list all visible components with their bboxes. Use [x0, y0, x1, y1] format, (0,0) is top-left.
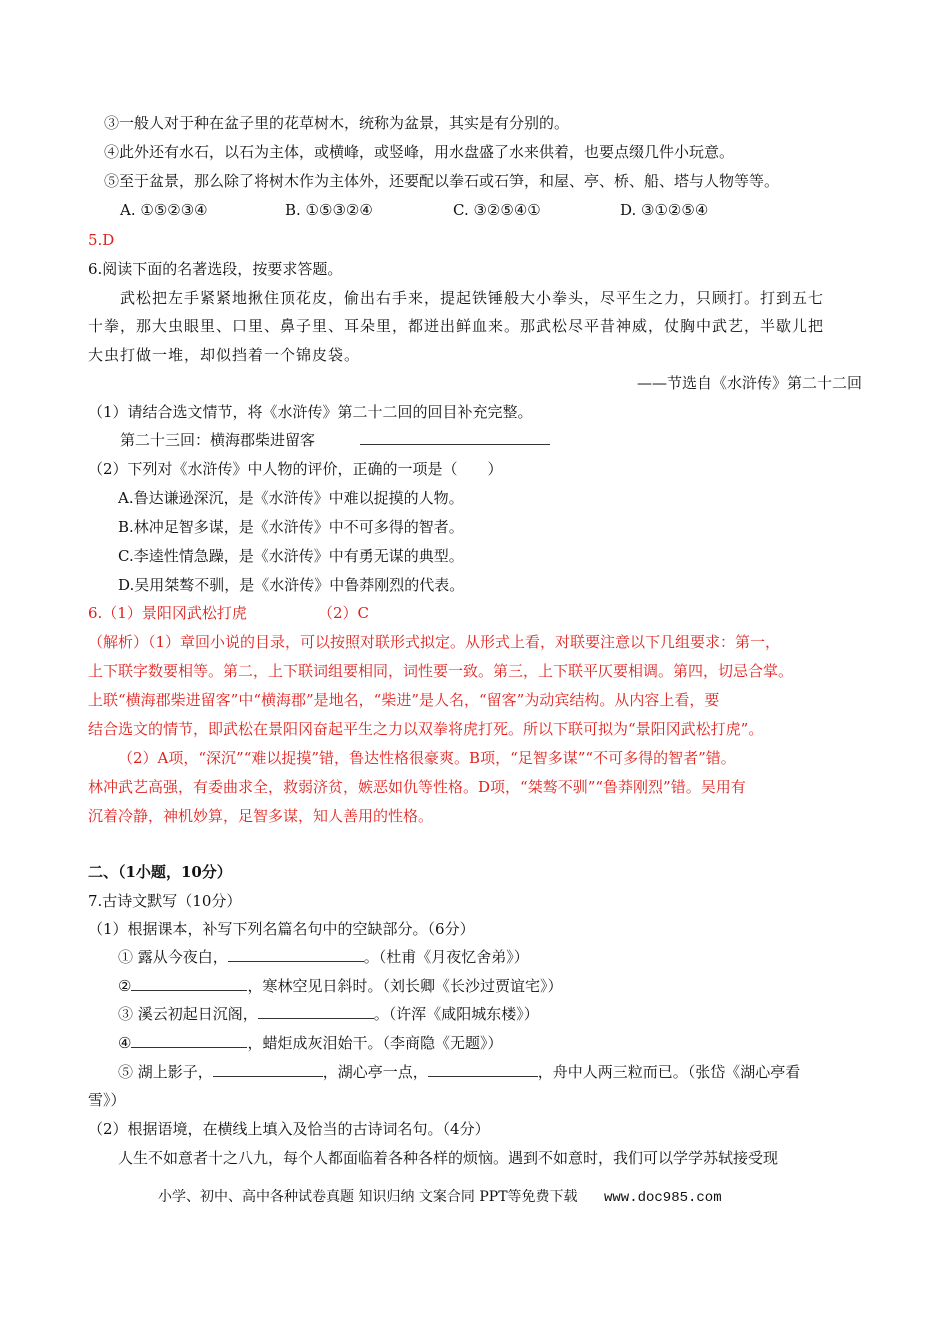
option-c: C. ③②⑤④① [453, 201, 541, 219]
sentence-5: ⑤至于盆景，那么除了将树木作为主体外，还要配以拳石或石笋，和屋、亭、桥、船、塔与人物等等。 [104, 172, 780, 190]
blank-5[interactable] [213, 1062, 323, 1077]
choice-d: D.吴用桀骜不驯，是《水浒传》中鲁莽刚烈的代表。 [118, 576, 465, 594]
choice-a: A.鲁达谦逊深沉，是《水浒传》中难以捉摸的人物。 [118, 489, 464, 507]
q7-part2: （2）根据语境，在横线上填入及恰当的古诗词名句。（4分） [88, 1120, 490, 1138]
q7-part1: （1）根据课本，补写下列名篇名句中的空缺部分。（6分） [88, 920, 475, 938]
section-2-title: 二、（1小题，10分） [88, 863, 232, 881]
analysis-line-6: 林冲武艺高强，有委曲求全，救弱济贫，嫉恶如仇等性格。D项，“桀骜不驯”“鲁莽刚烈”错。吴用有 [88, 778, 746, 796]
answer-6a: 6.（1）景阳冈武松打虎 [88, 604, 247, 622]
poem-line-2: ② ，寒林空见日斜时。（刘长卿《长沙过贾谊宅》） [118, 977, 563, 995]
passage-line-1: 武松把左手紧紧地揪住顶花皮，偷出右手来，提起铁锤般大小拳头，尽平生之力，只顾打。打到五七 [120, 289, 825, 307]
footer [158, 1187, 722, 1208]
q6-part2: （2）下列对《水浒传》中人物的评价，正确的一项是（ ） [88, 460, 503, 478]
poem-line-1: ① 露从今夜白， 。（杜甫《月夜忆舍弟》） [118, 948, 529, 966]
analysis-line-3: 上联“横海郡柴进留客”中“横海郡”是地名，“柴进”是人名，“留客”为动宾结构。从内容上看，要 [88, 691, 720, 709]
answer-5: 5.D [88, 231, 115, 249]
footer-text: 小学、初中、高中各种试卷真题 知识归纳 文案合同 PPT等免费下载 [158, 1189, 578, 1205]
analysis-line-4: 结合选文的情节，即武松在景阳冈奋起平生之力以双拳将虎打死。所以下联可拟为“景阳冈武松打虎”。 [88, 720, 764, 738]
option-d: D. ③①②⑤④ [620, 201, 709, 219]
blank-6[interactable] [428, 1062, 538, 1077]
sentence-4: ④此外还有水石，以石为主体，或横峰，或竖峰，用水盘盛了水来供着，也要点缀几件小玩意。 [104, 143, 735, 161]
choice-c: C.李逵性情急躁，是《水浒传》中有勇无谋的典型。 [118, 547, 464, 565]
blank-4[interactable] [131, 1033, 247, 1048]
q7-title: 7.古诗文默写（10分） [88, 892, 242, 910]
chapter-blank[interactable] [360, 430, 550, 445]
choice-b: B.林冲足智多谋，是《水浒传》中不可多得的智者。 [118, 518, 464, 536]
q6-part1: （1）请结合选文情节，将《水浒传》第二十二回的回目补充完整。 [88, 403, 533, 421]
passage-line-2: 十拳，那大虫眼里、口里、鼻子里、耳朵里，都迸出鲜血来。那武松尽平昔神威，仗胸中武艺，半歇儿把 [88, 317, 825, 335]
option-a: A. ①⑤②③④ [120, 201, 208, 219]
analysis-line-2: 上下联字数要相等。第二，上下联词组要相同，词性要一致。第三，上下联平仄要相调。第四，切忌合掌。 [88, 662, 794, 680]
analysis-line-5: （2）A项，“深沉”“难以捉摸”错，鲁达性格很豪爽。B项，“足智多谋”“不可多得的智者”错。 [118, 749, 736, 767]
sentence-3: ③一般人对于种在盆子里的花草树木，统称为盆景，其实是有分别的。 [104, 114, 570, 132]
blank-3[interactable] [258, 1004, 374, 1019]
blank-1[interactable] [228, 947, 364, 962]
q7-part2-text: 人生不如意者十之八九，每个人都面临着各种各样的烦恼。遇到不如意时，我们可以学学苏轼接受现 [118, 1149, 779, 1167]
q6-stem: 6.阅读下面的名著选段，按要求答题。 [88, 260, 343, 278]
option-b: B. ①⑤③②④ [285, 201, 373, 219]
poem-line-5-cont: 雪》） [88, 1091, 126, 1109]
poem-line-3: ③ 溪云初起日沉阁， 。（许浑《咸阳城东楼》） [118, 1005, 539, 1023]
analysis-line-7: 沉着冷静，神机妙算，足智多谋，知人善用的性格。 [88, 807, 434, 825]
passage-line-3: 大虫打做一堆，却似挡着一个锦皮袋。 [88, 346, 361, 364]
footer-url[interactable]: www.doc985.com [603, 1190, 722, 1206]
answer-6b: （2）C [318, 604, 370, 622]
poem-line-5: ⑤ 湖上影子， ，湖心亭一点， ，舟中人两三粒而已。（张岱《湖心亭看 [118, 1063, 801, 1081]
q6-part1-line [120, 430, 550, 450]
chapter-title: 第二十三回：横海郡柴进留客 [120, 431, 316, 449]
analysis-line-1: （解析）（1）章回小说的目录，可以按照对联形式拟定。从形式上看，对联要注意以下几组要求：第一， [88, 633, 781, 651]
passage-source: ——节选自《水浒传》第二十二回 [636, 374, 862, 392]
blank-2[interactable] [131, 976, 247, 991]
poem-line-4: ④ ，蜡炬成灰泪始干。（李商隐《无题》） [118, 1034, 503, 1052]
